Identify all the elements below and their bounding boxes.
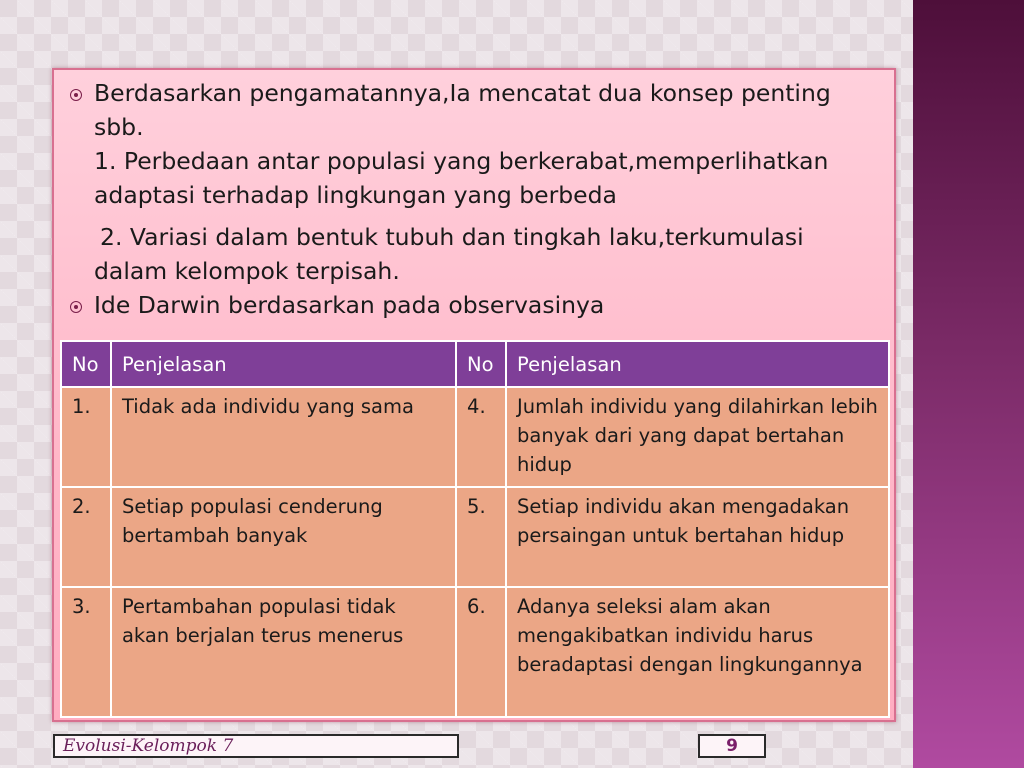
header-no-2: No <box>456 341 506 387</box>
cell-text: Adanya seleksi alam akan mengakibatkan individu harus beradaptasi dengan lingkungannya <box>506 587 889 717</box>
cell-no: 4. <box>456 387 506 487</box>
concept-2-paragraph <box>64 220 894 288</box>
cell-no: 6. <box>456 587 506 717</box>
cell-text: Pertambahan populasi tidak akan berjalan terus menerus <box>111 587 456 717</box>
footer-title: Evolusi-Kelompok 7 <box>53 734 459 758</box>
bullet-line: 1. Perbedaan antar populasi yang berkerabat,memperlihatkan <box>94 147 829 175</box>
cell-no: 5. <box>456 487 506 587</box>
bullet-item-darwin <box>64 288 894 322</box>
bullet-line: Ide Darwin berdasarkan pada observasinya <box>94 291 605 319</box>
header-penjelasan-2: Penjelasan <box>506 341 889 387</box>
cell-text: Jumlah individu yang dilahirkan lebih banyak dari yang dapat bertahan hidup <box>506 387 889 487</box>
bullet-icon <box>70 301 82 313</box>
side-decor-band <box>913 0 1024 768</box>
bullet-line: Berdasarkan pengamatannya,Ia mencatat dua konsep penting <box>94 79 831 107</box>
bullet-item-concepts <box>64 76 894 212</box>
paragraph-line: dalam kelompok terpisah. <box>94 257 400 285</box>
cell-no: 1. <box>61 387 111 487</box>
bullet-line: sbb. <box>94 113 144 141</box>
cell-text: Setiap populasi cenderung bertambah banyak <box>111 487 456 587</box>
cell-no: 2. <box>61 487 111 587</box>
table-row <box>61 587 889 717</box>
cell-no: 3. <box>61 587 111 717</box>
table-row <box>61 387 889 487</box>
paragraph-line: 2. Variasi dalam bentuk tubuh dan tingkah laku,terkumulasi <box>100 223 804 251</box>
observation-table <box>60 340 890 718</box>
cell-text: Setiap individu akan mengadakan persaingan untuk bertahan hidup <box>506 487 889 587</box>
slide-content <box>52 68 896 722</box>
header-penjelasan-1: Penjelasan <box>111 341 456 387</box>
bullet-line: adaptasi terhadap lingkungan yang berbeda <box>94 181 617 209</box>
header-no-1: No <box>61 341 111 387</box>
bullet-list <box>64 76 894 322</box>
page-number: 9 <box>698 734 766 758</box>
bullet-icon <box>70 89 82 101</box>
cell-text: Tidak ada individu yang sama <box>111 387 456 487</box>
table-header-row <box>61 341 889 387</box>
table-row <box>61 487 889 587</box>
